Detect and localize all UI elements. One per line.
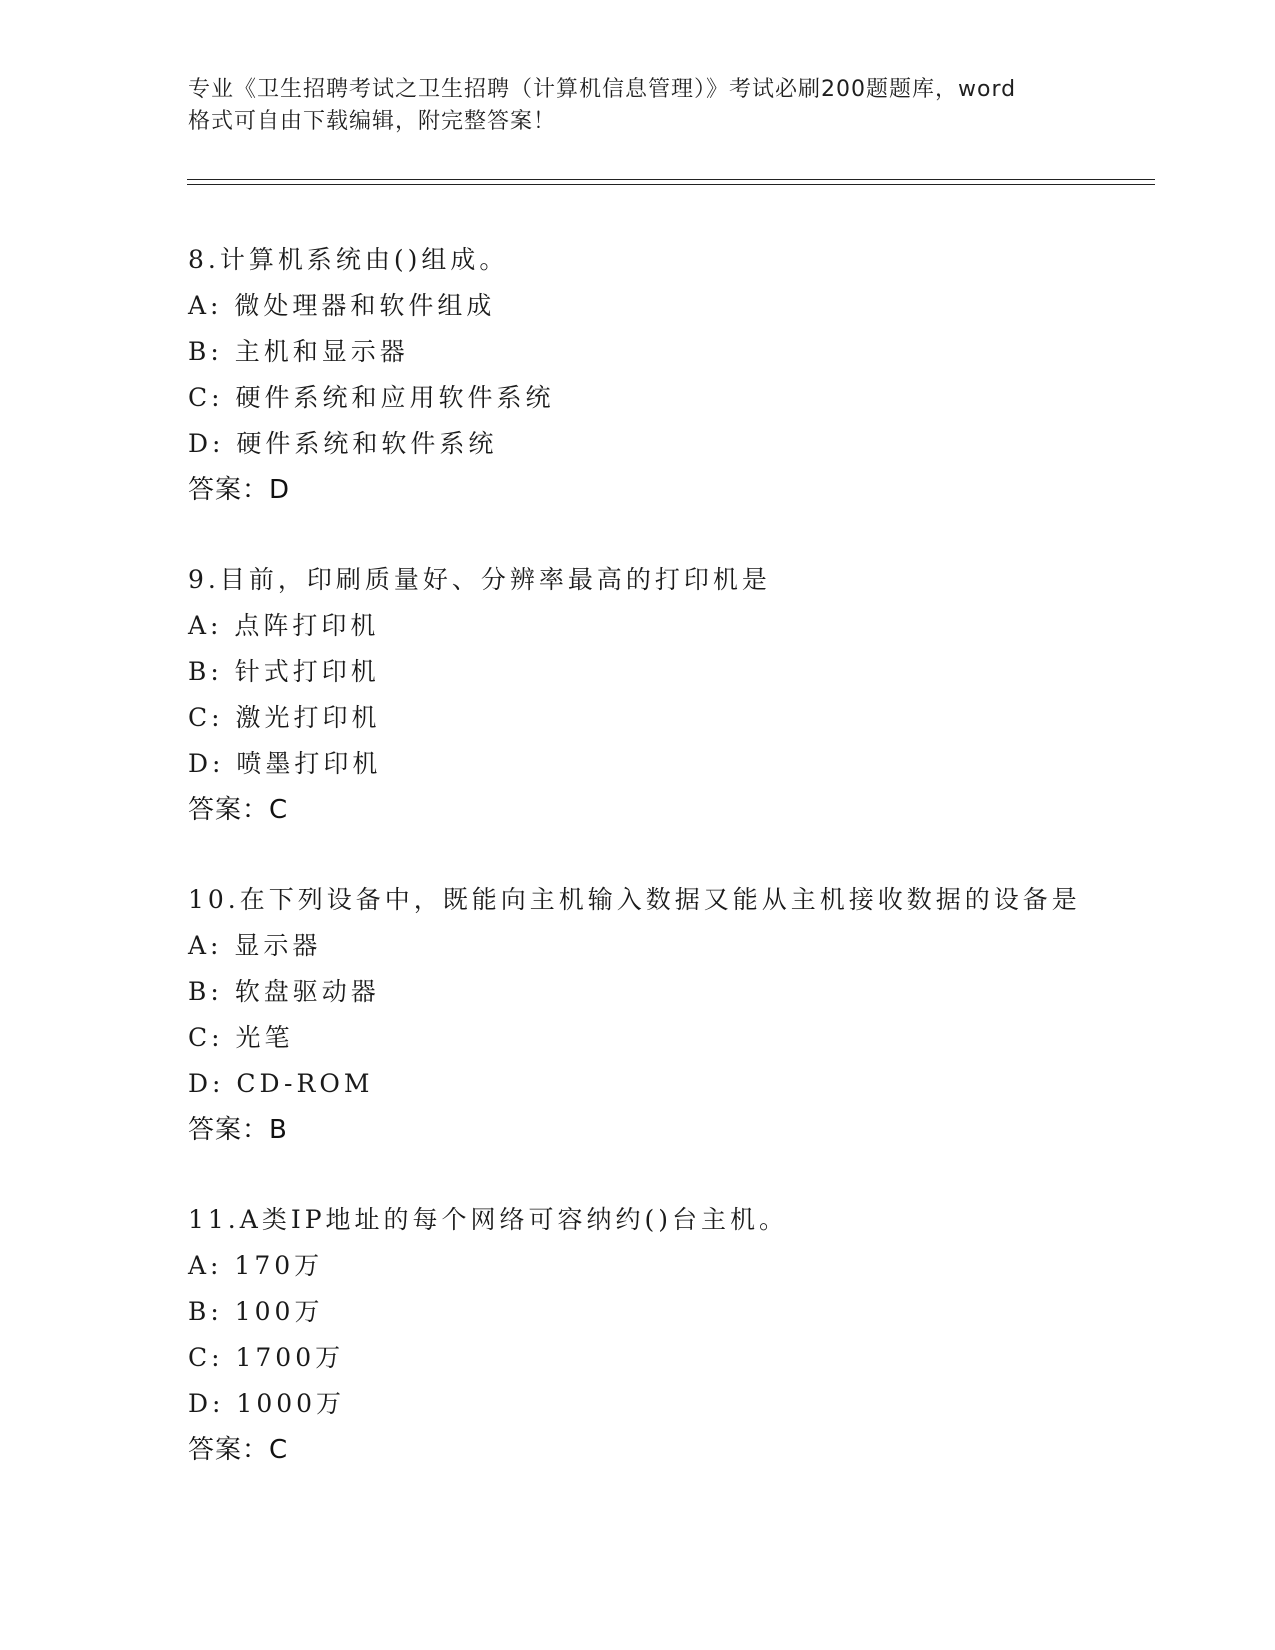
question-stem: 11.A类IP地址的每个网络可容纳约()台主机。 (188, 1205, 789, 1234)
answer-label: 答案：C (188, 795, 289, 825)
header-divider-bottom (187, 184, 1155, 185)
option-c: C: 激光打印机 (188, 703, 381, 732)
option-b: B: 软盘驱动器 (188, 977, 380, 1006)
header-divider-top (187, 179, 1155, 180)
option-d: D: 硬件系统和软件系统 (188, 429, 498, 458)
option-b: B: 100万 (188, 1297, 324, 1326)
option-d: D: CD-ROM (188, 1069, 374, 1098)
answer-label: 答案：C (188, 1435, 289, 1465)
option-a: A: 170万 (188, 1251, 324, 1280)
question-list (188, 237, 1148, 1517)
question-stem: 8.计算机系统由()组成。 (188, 245, 509, 274)
question-8 (188, 237, 1148, 557)
header-line-2: 格式可自由下载编辑，附完整答案！ (188, 109, 557, 134)
option-c: C: 1700万 (188, 1343, 345, 1372)
option-b: B: 主机和显示器 (188, 337, 409, 366)
option-a: A: 显示器 (188, 931, 322, 960)
question-10 (188, 877, 1148, 1197)
question-stem: 10.在下列设备中，既能向主机输入数据又能从主机接收数据的设备是 (188, 885, 1081, 914)
answer-label: 答案：D (188, 475, 291, 505)
option-d: D: 喷墨打印机 (188, 749, 382, 778)
option-a: A: 点阵打印机 (188, 611, 380, 640)
option-c: C: 硬件系统和应用软件系统 (188, 383, 555, 412)
document-header (188, 74, 1088, 138)
option-a: A: 微处理器和软件组成 (188, 291, 496, 320)
option-c: C: 光笔 (188, 1023, 294, 1052)
question-11 (188, 1197, 1148, 1517)
question-stem: 9.目前，印刷质量好、分辨率最高的打印机是 (188, 565, 771, 594)
option-b: B: 针式打印机 (188, 657, 380, 686)
option-d: D: 1000万 (188, 1389, 346, 1418)
answer-label: 答案：B (188, 1115, 288, 1145)
question-9 (188, 557, 1148, 877)
header-line-1: 专业《卫生招聘考试之卫生招聘（计算机信息管理）》考试必刷200题题库，word (188, 77, 1017, 102)
